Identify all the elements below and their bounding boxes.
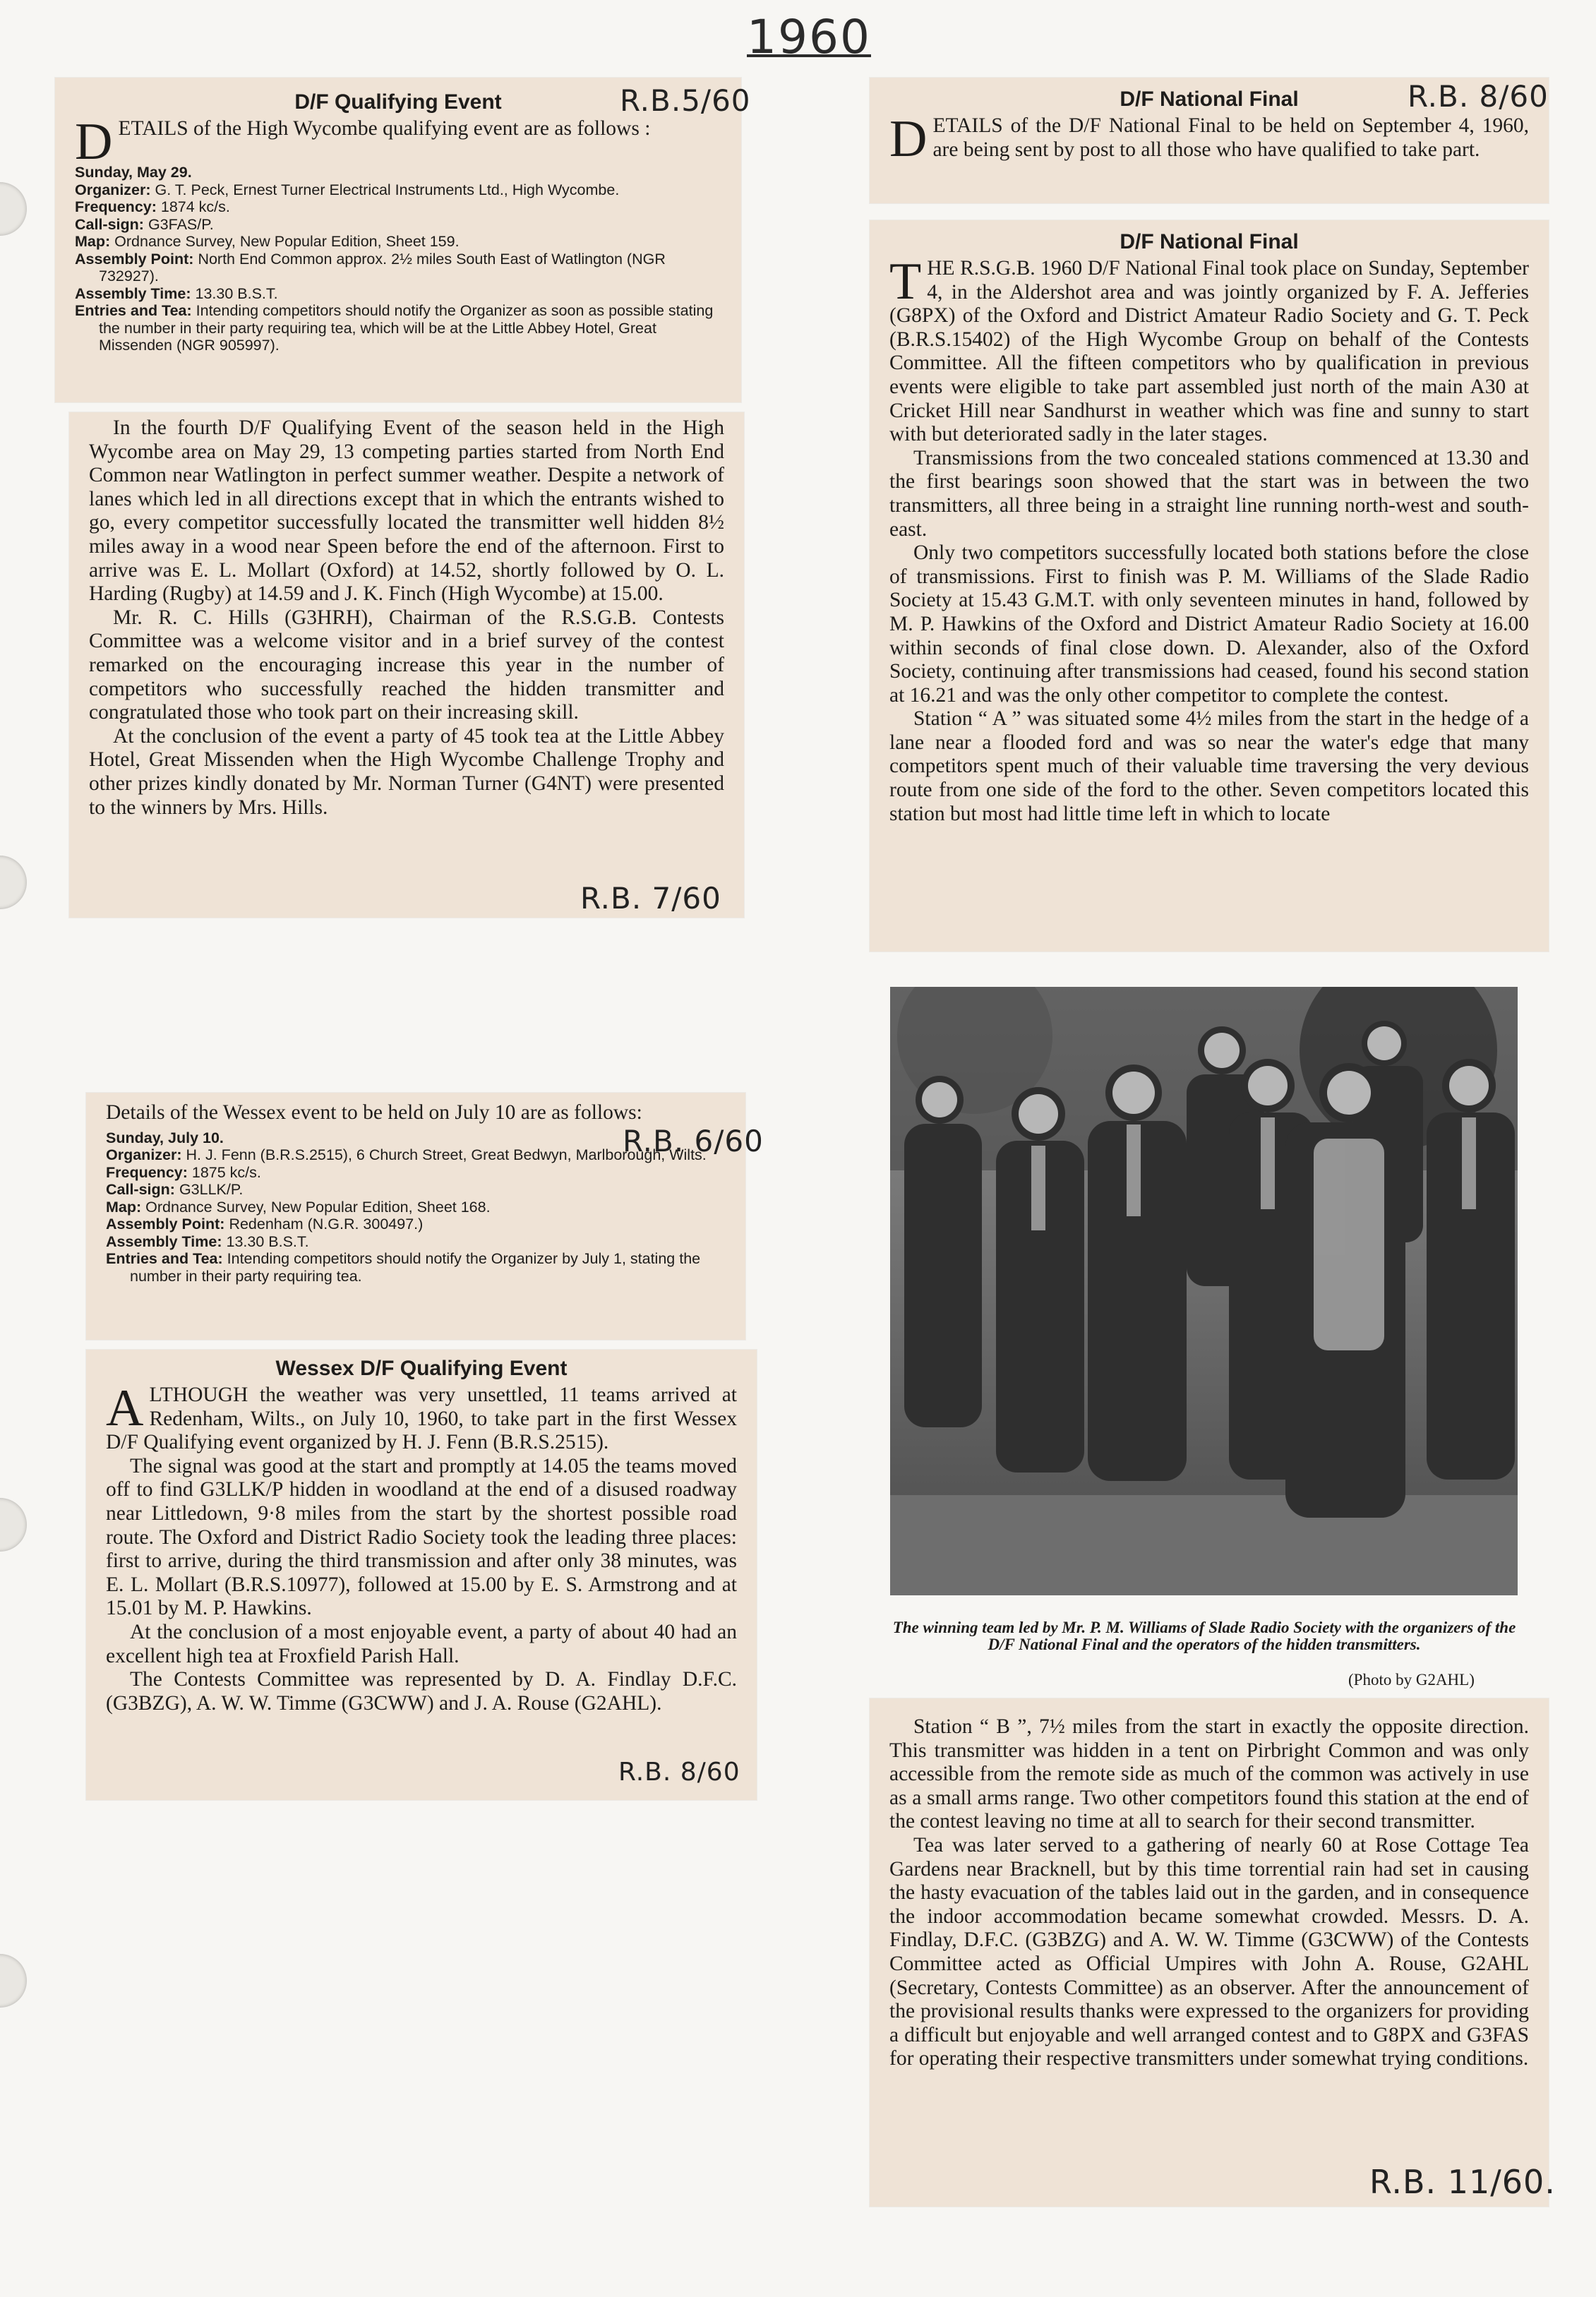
details-row [106,1164,726,1182]
wessex-report-clipping [86,1350,757,1800]
paragraph [106,1455,737,1621]
details-label: Entries and Tea: [106,1250,223,1268]
final-report-text [889,253,1529,826]
dropcap: T [889,253,922,311]
hw-details-intro: D ETAILS of the High Wycombe qualifying event are as follows : [75,113,651,171]
details-label: Assembly Time: [106,1233,222,1250]
details-value: Intending competitors should notify the Organizer as soon as possible stating the number in their party requiring tea, which will be at the Little Abbey Hotel, Great Missenden (NGR 905997). [99,302,714,354]
paragraph-text: At the conclusion of the event a party of 45 took tea at the Little Abbey Hotel, Great Missenden when the High Wycombe Challenge Trophy and other prizes kindly donated by Mr. Norman Turner (G4NT) were presented to the winners by Mrs. Hills. [89,724,724,819]
paragraph [889,447,1529,541]
photo-caption: The winning team led by Mr. P. M. Williams of Slade Radio Society with the organizers of the D/F National Final and the operators of the hidden transmitters. [892,1619,1516,1653]
details-row [75,216,721,234]
details-label: Frequency: [75,198,157,215]
details-value: H. J. Fenn (B.R.S.2515), 6 Church Street, Great Bedwyn, Marlborough, Wilts. [186,1146,707,1164]
hw-details-clipping [55,78,741,402]
paragraph [89,416,724,606]
hw-details-heading: D/F Qualifying Event [294,90,502,114]
hw-report-clipping [69,412,744,918]
paragraph [889,1715,1529,1834]
details-value: G3LLK/P. [179,1181,244,1199]
handwritten-rb-5-60: R.B.5/60 [620,83,751,118]
hw-details-list [75,164,721,354]
paragraph-text: Station “ A ” was situated some 4½ miles from the start in the hedge of a lane near a flooded ford and was so near the water's edge that many competitors spent much of their valuable time traversing the very devious route from one side of the ford to the other. Seven competitors located this station but most had little time left in which to locate [889,707,1529,825]
details-row [106,1216,726,1233]
details-value: 1874 kc/s. [160,198,230,215]
final-report-heading: D/F National Final [1120,230,1299,253]
details-value: Ordnance Survey, New Popular Edition, Sheet 168. [145,1198,491,1216]
paragraph-text: The signal was good at the start and promptly at 14.05 the teams moved off to find G3LLK/P hidden in woodland at the end of a disused roadway near Littledown, 9·8 miles from the start by the shortest possible road route. The Oxford and District Radio Society took the leading three places: first to arrive, during the third transmission and after only 38 minutes, was E. L. Mollart (B.R.S.10977), followed at 15.00 by E. S. Armstrong and at 15.01 by M. P. Hawkins. [106,1454,737,1620]
binder-hole-lower [0,1954,27,2008]
details-label: Organizer: [75,181,151,198]
details-row [75,198,721,216]
details-row [75,251,721,285]
group-photo-illustration [890,987,1518,1595]
wessex-report-text [106,1379,737,1715]
final-notice-heading: D/F National Final [1120,88,1299,111]
paragraph [889,1834,1529,2071]
details-label: Sunday, May 29. [75,164,192,181]
details-row [75,181,721,199]
handwritten-rb-8-60-final: R.B. 8/60 [1408,79,1549,114]
details-label: Frequency: [106,1163,188,1181]
handwritten-rb-7-60: R.B. 7/60 [580,881,721,916]
paragraph [889,253,1529,447]
final-continued-text [889,1715,1529,2071]
paragraph [89,725,724,820]
details-row [106,1181,726,1199]
dropcap: A [106,1379,144,1437]
handwritten-rb-8-60-wessex: R.B. 8/60 [618,1758,740,1787]
details-value: 13.30 B.S.T. [195,284,278,302]
details-label: Assembly Time: [75,284,191,302]
details-label: Assembly Point: [75,250,194,268]
details-label: Entries and Tea: [75,302,192,319]
paragraph [106,1668,737,1715]
details-value: Ordnance Survey, New Popular Edition, Sheet 159. [114,233,460,250]
group-photograph [890,987,1518,1595]
details-value: Redenham (N.G.R. 300497.) [229,1216,424,1233]
paragraph-text: At the conclusion of a most enjoyable event, a party of about 40 had an excellent high tea at Froxfield Parish Hall. [106,1620,737,1667]
details-label: Sunday, July 10. [106,1129,224,1146]
details-row [75,164,721,181]
paragraph [106,1621,737,1668]
paragraph-text: Tea was later served to a gathering of nearly 60 at Rose Cottage Tea Gardens near Bracknell, but by this time torrential rain had set in causing the hasty evacuation of the tables laid out in the garden, and in consequence the indoor accommodation became somewhat crowded. Messrs. D. A. Findlay, D.F.C. (G3BZG) and A. W. W. Timme (G3CWW) of the Contests Committee acted as Official Umpires with John A. Rouse, G2AHL (Secretary, Contests Committee) as an observer. After the announcement of the provisional results thanks were expressed to the organizers for providing a difficult but enjoyable and well arranged contest and to G8PX and G3FAS for operating their respective transmitters under somewhat trying conditions. [889,1833,1529,2070]
paragraph-text: Transmissions from the two concealed stations commenced at 13.30 and the first bearings soon showed that the start was in between the two transmitters, all three being in a straight line running north-west and south-east. [889,446,1529,541]
details-label: Call-sign: [106,1181,175,1199]
details-row [106,1233,726,1251]
hw-report-text [89,416,724,820]
details-value: G3FAS/P. [148,215,214,233]
handwritten-rb-11-60: R.B. 11/60. [1369,2163,1556,2201]
details-label: Organizer: [106,1146,182,1164]
paragraph-text: Station “ B ”, 7½ miles from the start in exactly the opposite direction. This transmitter was hidden in a tent on Pirbright Common and was only accessible from the remote side as much of the common was actively in use as a small arms range. Two other competitors found this station at the end of the contest leaving no time at all to search for their second transmitter. [889,1715,1529,1833]
paragraph-text: Only two competitors successfully located both stations before the close of transmissions. First to finish was P. M. Williams of the Slade Radio Society at 15.43 G.M.T. with only seventeen minutes in hand, followed by M. P. Hawkins of the Oxford and District Amateur Radio Society at 16.00 within seconds of final close down. D. Alexander, also of the Oxford Society, continuing after transmissions had ceased, found his second station at 16.21 and was the only other competitor to complete the contest. [889,541,1529,707]
details-row [106,1199,726,1216]
wessex-heading: Wessex D/F Qualifying Event [275,1357,568,1380]
details-label: Call-sign: [75,215,144,233]
hw-dropcap: D [75,113,113,171]
details-row [75,233,721,251]
details-value: North End Common approx. 2½ miles South East of Watlington (NGR 732927). [99,250,666,284]
handwritten-rb-6-60: R.B. 6/60 [623,1124,764,1158]
details-label: Map: [106,1198,142,1216]
photo-credit: (Photo by G2AHL) [1348,1671,1475,1689]
paragraph [89,606,724,725]
details-value: 13.30 B.S.T. [226,1233,309,1250]
paragraph [106,1379,737,1455]
binder-hole-middle [0,856,27,909]
year-heading: 1960 [747,10,871,64]
details-label: Map: [75,233,111,250]
paragraph-text: The Contests Committee was represented by D. A. Findlay D.F.C. (G3BZG), A. W. W. Timme (G3CWW) and J. A. Rouse (G2AHL). [106,1668,737,1715]
paragraph [889,541,1529,707]
paragraph [889,707,1529,826]
details-value: 1875 kc/s. [191,1163,261,1181]
details-value: Intending competitors should notify the Organizer by July 1, stating the number in their party requiring tea. [130,1250,701,1285]
details-label: Assembly Point: [106,1216,225,1233]
binder-hole-bottom [0,1498,27,1552]
paragraph-text: In the fourth D/F Qualifying Event of the season held in the High Wycombe area on May 29, 13 competing parties started from North End Common near Watlington in perfect summer weather. Despite a network of lanes which led in all directions except that in which the entrants wished to go, every competitor successfully located the transmitter well hidden 8½ miles away in a wood near Speen before the end of the afternoon. First to arrive was E. L. Mollart (Oxford) at 14.52, shortly followed by O. L. Harding (Rugby) at 14.59 and J. K. Finch (High Wycombe) at 15.00. [89,416,724,606]
details-value: G. T. Peck, Ernest Turner Electrical Instruments Ltd., High Wycombe. [155,181,620,198]
details-row [75,285,721,303]
wessex-details-intro: Details of the Wessex event to be held on July 10 are as follows: [106,1101,642,1124]
binder-hole-top [0,182,27,236]
details-row [106,1250,726,1285]
details-row [75,302,721,354]
paragraph-text: LTHOUGH the weather was very unsettled, 11 teams arrived at Redenham, Wilts., on July 10, 1960, to take part in the first Wessex D/F Qualifying event organized by H. J. Fenn (B.R.S.2515). [106,1384,737,1454]
paragraph-text: HE R.S.G.B. 1960 D/F National Final took place on Sunday, September 4, in the Aldershot area and was jointly organized by F. A. Jefferies (G8PX) of the Oxford and District Amateur Radio Society and G. T. Peck (B.R.S.15402) of the High Wycombe Group on behalf of the Contests Committee. All the fifteen competitors who by qualification in previous events were eligible to take part assembled just north of the main A30 at Cricket Hill near Sandhurst in weather which was fine and sunny to start with but deteriorated sadly in the later stages. [889,257,1529,446]
final-report-clipping [870,220,1549,952]
paragraph-text: Mr. R. C. Hills (G3HRH), Chairman of the R.S.G.B. Contests Committee was a welcome visitor and in a brief survey of the contest remarked on the encouraging increase this year in the number of competitors who successfully reached the hidden transmitter and congratulated those who took part on their increasing skill. [89,606,724,724]
final-continued-clipping [870,1698,1549,2207]
final-notice-text: D ETAILS of the D/F National Final to be held on September 4, 1960, are being sent by post to all those who have qualified to take part. [889,110,1529,168]
